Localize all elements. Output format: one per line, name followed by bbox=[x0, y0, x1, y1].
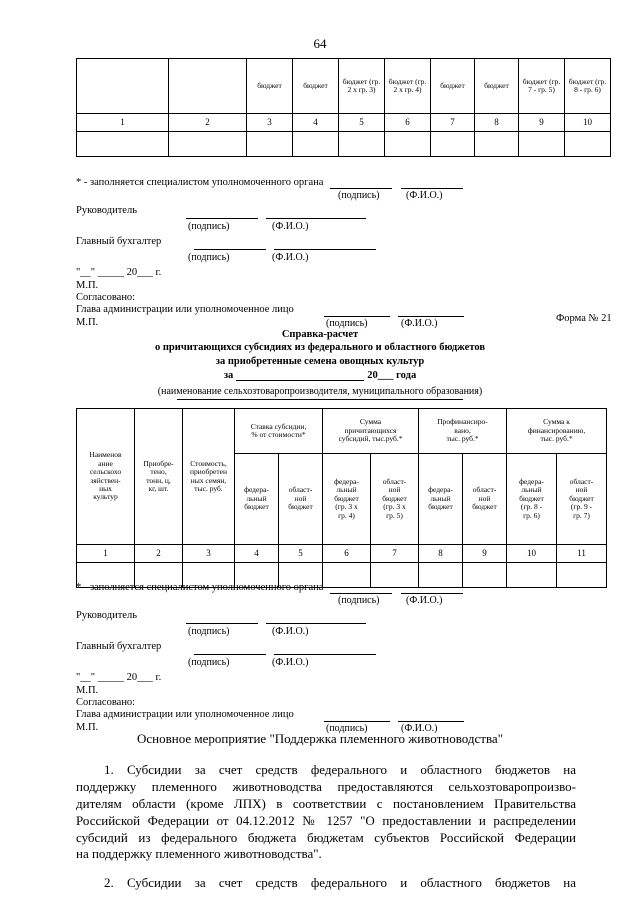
t1-num-8: 8 bbox=[475, 114, 519, 132]
p1-line-4: Российской Федерации от 04.12.2012 № 1257 "О предоставлении и распределении bbox=[76, 812, 576, 828]
producer-blank-line bbox=[177, 399, 463, 400]
t2-num-11: 11 bbox=[557, 545, 607, 563]
t2-sub-5 bbox=[279, 454, 323, 545]
sig2-head-signature-line bbox=[186, 623, 258, 624]
t2-num-10: 10 bbox=[507, 545, 557, 563]
t2-num-5: 5 bbox=[279, 545, 323, 563]
t1-head-5: бюджет (гр. 2 х гр. 3) bbox=[339, 59, 385, 114]
t2-sub5-l3: бюджет bbox=[288, 502, 313, 512]
t1-blank-3 bbox=[247, 132, 293, 157]
sig1-accountant-signature-line bbox=[194, 249, 266, 250]
t2-num-3: 3 bbox=[183, 545, 235, 563]
t2-num-1: 1 bbox=[77, 545, 135, 563]
t2-sub7-l3: бюджет bbox=[382, 493, 407, 503]
table-row-group-header bbox=[77, 409, 607, 454]
t2-group-rate bbox=[235, 409, 323, 454]
sig1-note: * - заполняется специалистом уполномоченного органа bbox=[76, 177, 324, 188]
sig1-head-signature-caption: (подпись) bbox=[188, 221, 230, 232]
form-period-row bbox=[0, 370, 640, 381]
sig2-accountant-fio-line bbox=[274, 654, 376, 655]
t2-group-tofin-l2: финансированию, bbox=[527, 425, 586, 435]
t1-head-9: бюджет (гр. 7 - гр. 5) bbox=[519, 59, 565, 114]
t2-num-6: 6 bbox=[323, 545, 371, 563]
sig1-admin-fio-line bbox=[398, 316, 464, 317]
t2-sub6-l1: федера- bbox=[334, 477, 359, 487]
sig2-note-fio-line bbox=[401, 593, 463, 594]
t2-sub-6 bbox=[323, 454, 371, 545]
t1-head-10: бюджет (гр. 8 - гр. 6) bbox=[565, 59, 611, 114]
sig2-admin-fio-caption: (Ф.И.О.) bbox=[401, 723, 438, 734]
form-title-line-3: за приобретенные семена овощных культур bbox=[215, 355, 425, 367]
t2-sub7-f1: (гр. 3 х bbox=[383, 502, 406, 512]
t1-blank-1 bbox=[77, 132, 169, 157]
sig2-note: * - заполняется специалистом уполномоченного органа bbox=[76, 582, 324, 593]
sig2-admin-fio-line bbox=[398, 721, 464, 722]
t2-group-fin-l1: Профинансиро- bbox=[437, 417, 488, 427]
t2-sub4-l2: льный bbox=[246, 493, 267, 503]
t2-sub6-f2: гр. 4) bbox=[338, 510, 355, 520]
sig2-accountant-signature-line bbox=[194, 654, 266, 655]
t2-col2-l4: кг, шт. bbox=[148, 483, 169, 493]
t2-num-4: 4 bbox=[235, 545, 279, 563]
table-row-blank bbox=[77, 132, 611, 157]
t1-blank-7 bbox=[431, 132, 475, 157]
t2-group-sum-l1: Сумма bbox=[359, 417, 382, 427]
t2-col1-l5: ных bbox=[99, 483, 112, 493]
t2-group-sum-l3: субсидий, тыс.руб.* bbox=[338, 434, 403, 444]
t2-num-7: 7 bbox=[371, 545, 419, 563]
t2-group-to-finance bbox=[507, 409, 607, 454]
t2-col1-l2: ание bbox=[98, 458, 113, 468]
t1-blank-5 bbox=[339, 132, 385, 157]
t2-sub11-l3: бюджет bbox=[569, 493, 594, 503]
t1-num-10: 10 bbox=[565, 114, 611, 132]
sig2-note-signature-caption: (подпись) bbox=[338, 595, 380, 606]
form-title-line-2: о причитающихся субсидиях из федерального и областного бюджетов bbox=[155, 342, 485, 354]
t2-sub7-f2: гр. 5) bbox=[386, 510, 403, 520]
t2-sub11-f1: (гр. 9 - bbox=[570, 502, 593, 512]
sig1-accountant-fio-caption: (Ф.И.О.) bbox=[272, 252, 309, 263]
t1-blank-2 bbox=[169, 132, 247, 157]
t2-col2-l2: тено, bbox=[150, 467, 167, 477]
paragraph-1 bbox=[76, 762, 576, 863]
sig1-admin-signature-caption: (подпись) bbox=[326, 318, 368, 329]
form-title-line-1: Справка-расчет bbox=[281, 329, 359, 340]
t2-sub9-l2: ной bbox=[478, 493, 491, 503]
sig2-stamp-1: М.П. bbox=[76, 685, 99, 696]
sig1-agreed-label: Согласовано: bbox=[76, 292, 136, 303]
t2-num-9: 9 bbox=[463, 545, 507, 563]
sig1-head-label: Руководитель bbox=[76, 205, 137, 216]
t2-group-tofin-l1: Сумма к bbox=[543, 417, 570, 427]
form-title bbox=[0, 328, 640, 368]
t1-num-1: 1 bbox=[77, 114, 169, 132]
p1-line-2: поддержку племенного животноводства предоставляются сельхозтоваропроизво- bbox=[76, 778, 576, 794]
signature-block-top bbox=[76, 178, 616, 332]
t2-sub-10 bbox=[507, 454, 557, 545]
t1-head-4: бюджет bbox=[293, 59, 339, 114]
t1-head-1 bbox=[77, 59, 169, 114]
sig1-accountant-signature-caption: (подпись) bbox=[188, 252, 230, 263]
t2-group-rate-l2: % от стоимости* bbox=[251, 430, 306, 439]
t2-sub11-l1: област- bbox=[569, 477, 594, 487]
sig2-admin-signature-line bbox=[324, 721, 390, 722]
t1-num-2: 2 bbox=[169, 114, 247, 132]
sig2-agreed-label: Согласовано: bbox=[76, 697, 136, 708]
table-row-numbers bbox=[77, 545, 607, 563]
t2-sub-8 bbox=[419, 454, 463, 545]
t1-head-8: бюджет bbox=[475, 59, 519, 114]
p1-line-6: на поддержку племенного животноводства". bbox=[76, 846, 322, 862]
t2-sub10-l3: бюджет bbox=[519, 493, 544, 503]
form-number: Форма № 21 bbox=[556, 313, 612, 324]
t2-col1-l3: сельскохо bbox=[89, 467, 122, 477]
t2-group-rate-l1: Ставка субсидии, bbox=[250, 421, 307, 431]
t2-col3-l2: приобретен bbox=[189, 467, 228, 477]
sig1-note-fio-line bbox=[401, 188, 463, 189]
subsidy-table-bottom bbox=[76, 408, 607, 588]
t1-blank-9 bbox=[519, 132, 565, 157]
sig2-head-label: Руководитель bbox=[76, 610, 137, 621]
section-title: Основное мероприятие "Поддержка племенного животноводства" bbox=[137, 731, 503, 746]
sig2-head-fio-caption: (Ф.И.О.) bbox=[272, 626, 309, 637]
t2-sub10-f1: (гр. 8 - bbox=[520, 502, 543, 512]
t2-sub-7 bbox=[371, 454, 419, 545]
t1-num-5: 5 bbox=[339, 114, 385, 132]
sig2-accountant-signature-caption: (подпись) bbox=[188, 657, 230, 668]
t2-sub6-l2: льный bbox=[336, 485, 357, 495]
t2-col3-header bbox=[183, 409, 235, 545]
sig1-note-signature-caption: (подпись) bbox=[338, 190, 380, 201]
sig1-admin-label: Глава администрации или уполномоченное лицо bbox=[76, 304, 294, 315]
t2-sub9-l3: бюджет bbox=[472, 502, 497, 512]
t2-sub10-l2: льный bbox=[521, 485, 542, 495]
t2-sub7-l1: област- bbox=[382, 477, 407, 487]
sig1-admin-signature-line bbox=[324, 316, 390, 317]
sig1-head-fio-caption: (Ф.И.О.) bbox=[272, 221, 309, 232]
t2-num-8: 8 bbox=[419, 545, 463, 563]
p1-line-5: субсидий из федерального бюджета бюджетам субъектов Российской Федерации bbox=[76, 829, 576, 845]
signature-block-bottom bbox=[76, 583, 616, 737]
t2-sub5-l2: ной bbox=[294, 493, 307, 503]
subsidy-table-top bbox=[76, 58, 611, 157]
t1-head-2 bbox=[169, 59, 247, 114]
sig1-accountant-fio-line bbox=[274, 249, 376, 250]
t1-num-9: 9 bbox=[519, 114, 565, 132]
t1-num-6: 6 bbox=[385, 114, 431, 132]
sig2-head-fio-line bbox=[266, 623, 366, 624]
t2-sub8-l2: льный bbox=[430, 493, 451, 503]
table-row-numbers bbox=[77, 114, 611, 132]
t2-sub-9 bbox=[463, 454, 507, 545]
p1-line-1: 1. Субсидии за счет средств федерального и областного бюджетов на bbox=[104, 762, 576, 777]
sig1-head-fio-line bbox=[266, 218, 366, 219]
t2-sub8-l1: федера- bbox=[428, 485, 453, 495]
t1-blank-6 bbox=[385, 132, 431, 157]
t1-num-4: 4 bbox=[293, 114, 339, 132]
sig2-admin-label: Глава администрации или уполномоченное лицо bbox=[76, 709, 294, 720]
t2-sub4-l1: федера- bbox=[244, 485, 269, 495]
t2-group-tofin-l3: тыс. руб.* bbox=[540, 434, 573, 444]
sig2-accountant-fio-caption: (Ф.И.О.) bbox=[272, 657, 309, 668]
sig1-admin-fio-caption: (Ф.И.О.) bbox=[401, 318, 438, 329]
t2-col1-l4: зяйствен- bbox=[90, 475, 121, 485]
t2-sub10-l1: федера- bbox=[519, 477, 544, 487]
t2-sub5-l1: област- bbox=[288, 485, 313, 495]
t2-group-fin-l3: тыс. руб.* bbox=[446, 434, 479, 444]
t2-sub10-f2: гр. 6) bbox=[523, 510, 540, 520]
sig2-admin-signature-caption: (подпись) bbox=[326, 723, 368, 734]
t1-blank-4 bbox=[293, 132, 339, 157]
t2-col2-l3: тонн, ц, bbox=[146, 475, 171, 485]
sig1-stamp-1: М.П. bbox=[76, 280, 99, 291]
t2-col1-l6: культур bbox=[93, 492, 118, 502]
t1-num-7: 7 bbox=[431, 114, 475, 132]
t2-sub4-l3: бюджет bbox=[244, 502, 269, 512]
t2-sub-4 bbox=[235, 454, 279, 545]
t2-group-fin-l2: вано, bbox=[454, 425, 471, 435]
form-period-prefix: за bbox=[223, 370, 234, 381]
table-row-header bbox=[77, 59, 611, 114]
producer-caption: (наименование сельхозтоваропроизводителя, муниципального образования) bbox=[157, 386, 483, 397]
t2-col2-header bbox=[135, 409, 183, 545]
sig1-head-signature-line bbox=[186, 218, 258, 219]
sig2-date-line: "__" _____ 20___ г. bbox=[76, 672, 162, 683]
sig1-note-signature-line bbox=[330, 188, 392, 189]
t2-col2-l1: Приобре- bbox=[143, 458, 174, 468]
sig2-note-signature-line bbox=[330, 593, 392, 594]
t1-head-7: бюджет bbox=[431, 59, 475, 114]
t1-head-3: бюджет bbox=[247, 59, 293, 114]
t2-sub7-l2: ной bbox=[388, 485, 401, 495]
sig2-accountant-label: Главный бухгалтер bbox=[76, 641, 162, 652]
sig2-note-fio-caption: (Ф.И.О.) bbox=[406, 595, 443, 606]
t2-sub6-l3: бюджет bbox=[334, 493, 359, 503]
t2-sub6-f1: (гр. 3 х bbox=[335, 502, 358, 512]
t2-group-sum bbox=[323, 409, 419, 454]
t2-sub9-l1: област- bbox=[472, 485, 497, 495]
t2-col3-l3: ных семян, bbox=[190, 475, 227, 485]
t2-group-sum-l2: причитающихся bbox=[344, 425, 397, 435]
t2-sub-11 bbox=[557, 454, 607, 545]
t2-col3-l1: Стоимость, bbox=[190, 458, 227, 468]
t2-sub8-l3: бюджет bbox=[428, 502, 453, 512]
t1-blank-10 bbox=[565, 132, 611, 157]
form-period-year: 20___ года bbox=[367, 370, 417, 381]
form-period-blank bbox=[236, 380, 364, 381]
t2-group-financed bbox=[419, 409, 507, 454]
p2-line-1: 2. Субсидии за счет средств федерального и областного бюджетов на bbox=[104, 875, 576, 890]
p1-line-3: дителям области (кроме ЛПХ) в соответствии с постановлением Правительства bbox=[76, 795, 576, 811]
t2-sub11-l2: ной bbox=[575, 485, 588, 495]
page-number: 64 bbox=[313, 36, 327, 51]
t2-sub11-f2: гр. 7) bbox=[573, 510, 590, 520]
t1-blank-8 bbox=[475, 132, 519, 157]
sig2-stamp-2: М.П. bbox=[76, 722, 99, 733]
sig1-accountant-label: Главный бухгалтер bbox=[76, 236, 162, 247]
t1-num-3: 3 bbox=[247, 114, 293, 132]
t1-head-6: бюджет (гр. 2 х гр. 4) bbox=[385, 59, 431, 114]
t2-num-2: 2 bbox=[135, 545, 183, 563]
sig2-head-signature-caption: (подпись) bbox=[188, 626, 230, 637]
t2-col1-l1: Наименов bbox=[89, 450, 122, 460]
sig1-date-line: "__" _____ 20___ г. bbox=[76, 267, 162, 278]
t2-col1-header bbox=[77, 409, 135, 545]
sig1-note-fio-caption: (Ф.И.О.) bbox=[406, 190, 443, 201]
paragraph-2 bbox=[76, 875, 576, 892]
sig1-stamp-2: М.П. bbox=[76, 317, 99, 328]
t2-col3-l4: тыс. руб. bbox=[194, 483, 223, 493]
